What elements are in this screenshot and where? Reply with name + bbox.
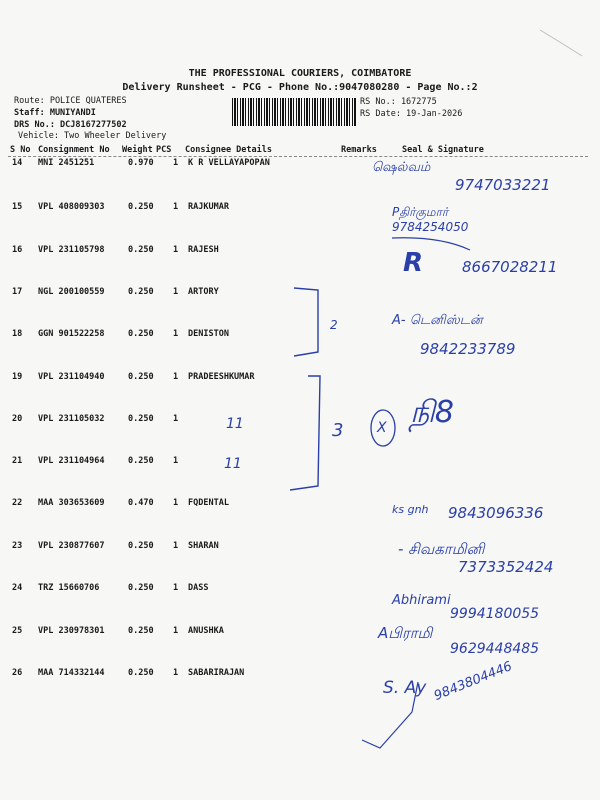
phone-22: 9843096336: [448, 504, 544, 522]
table-row: 25 VPL 230978301 0.250 1 ANUSHKA: [12, 626, 224, 636]
staff-label: Staff: MUNIYANDI: [14, 108, 96, 118]
signature-15: Pதிர்குமார்: [392, 205, 449, 219]
col-pcs: PCS: [156, 145, 172, 155]
phone-25-alt: 9629448485: [450, 641, 540, 657]
ditto-20: 11: [226, 416, 244, 432]
phone-26: 9843804446: [432, 659, 515, 704]
col-consignment: Consignment No: [38, 145, 110, 155]
phone-19: 9842233789: [420, 340, 516, 358]
table-row: 23 VPL 230877607 0.250 1 SHARAN: [12, 541, 219, 551]
phone-23: 7373352424: [458, 558, 554, 576]
phone-25: 9994180055: [450, 606, 540, 622]
rs-date: RS Date: 19-Jan-2026: [360, 109, 463, 119]
table-row: 15 VPL 408009303 0.250 1 RAJKUMAR: [12, 202, 229, 212]
signature-22: ks gnh: [392, 503, 429, 516]
col-remarks: Remarks: [341, 145, 377, 155]
group-mark: 3: [332, 420, 344, 441]
col-details: Consignee Details: [185, 145, 272, 155]
signature-14: ஷெல்வம்: [372, 160, 431, 175]
phone-16: 8667028211: [462, 258, 558, 276]
vehicle-label: Vehicle: Two Wheeler Delivery: [18, 131, 167, 141]
phone-14: 9747033221: [455, 176, 551, 194]
group-signature: நி8: [410, 395, 454, 430]
col-seal: Seal & Signature: [402, 145, 484, 155]
table-row: 24 TRZ 15660706 0.250 1 DASS: [12, 583, 209, 593]
signature-23: - சிவகாமினி: [398, 540, 485, 558]
table-row: 19 VPL 231104940 0.250 1 PRADEESHKUMAR: [12, 372, 255, 382]
table-row: 17 NGL 200100559 0.250 1 ARTORY: [12, 287, 219, 297]
col-sno: S No: [10, 145, 31, 155]
route-label: Route: POLICE QUATERES: [14, 96, 127, 106]
table-row: 26 MAA 714332144 0.250 1 SABARIRAJAN: [12, 668, 245, 678]
table-row: 14 MNI 2451251 0.970 1 K R VELLAYAPOPAN: [12, 158, 270, 168]
ditto-21: 11: [224, 456, 242, 472]
name-18: A- டெனிஸ்டன்: [392, 313, 483, 328]
runsheet-title: Delivery Runsheet - PCG - Phone No.:9047080280 - Page No.:2: [122, 82, 478, 93]
rs-number: RS No.: 1672775: [360, 97, 437, 107]
company-title: THE PROFESSIONAL COURIERS, COIMBATORE: [188, 68, 412, 79]
table-row: 20 VPL 231105032 0.250 1: [12, 414, 179, 424]
group-x: X: [377, 420, 387, 436]
signature-16-mark: R: [403, 248, 424, 278]
name-25: Abhirami: [392, 593, 451, 608]
phone-15: 9784254050: [392, 220, 469, 234]
table-row: 21 VPL 231104964 0.250 1: [12, 456, 179, 466]
signature-26: S. Ay: [383, 678, 427, 698]
table-row: 22 MAA 303653609 0.470 1 FQDENTAL: [12, 498, 229, 508]
table-row: 16 VPL 231105798 0.250 1 RAJESH: [12, 245, 219, 255]
col-weight: Weight: [122, 145, 153, 155]
signature-25: Aபிராமி: [378, 624, 433, 642]
mark-18: 2: [330, 318, 338, 332]
drs-number: DRS No.: DCJ8167277502: [14, 120, 127, 130]
table-row: 18 GGN 901522258 0.250 1 DENISTON: [12, 329, 229, 339]
